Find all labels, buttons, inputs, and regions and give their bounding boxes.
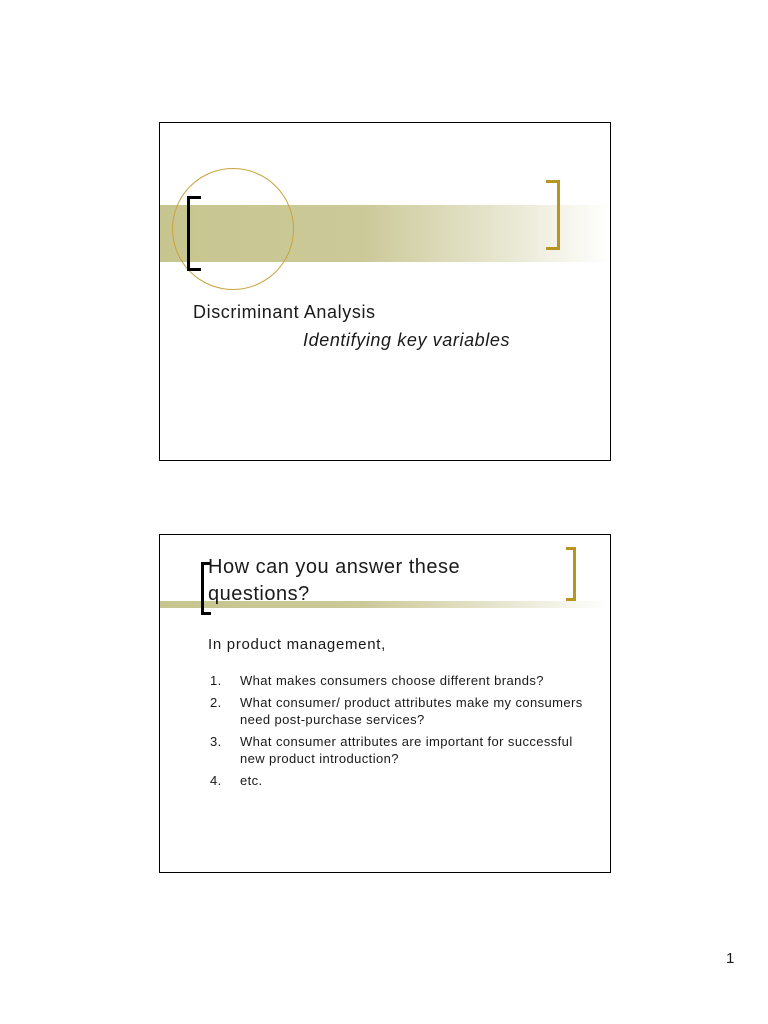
questions-slide — [159, 534, 611, 873]
slide-subtitle: Identifying key variables — [303, 330, 511, 350]
right-bracket-icon — [566, 547, 576, 601]
page-number: 1 — [726, 950, 735, 967]
list-number: 2. — [210, 695, 222, 710]
list-text: What makes consumers choose different brands? — [240, 673, 544, 688]
list-item — [210, 733, 590, 767]
list-item — [210, 772, 590, 789]
list-text: What consumer/ product attributes make my consumers need post-purchase services? — [240, 695, 583, 727]
intro-text: In product management, — [208, 636, 386, 653]
list-number: 3. — [210, 734, 222, 749]
list-item — [210, 672, 590, 689]
title-slide — [159, 122, 611, 461]
question-list — [210, 672, 590, 794]
list-number: 1. — [210, 673, 222, 688]
list-text: etc. — [240, 773, 263, 788]
right-bracket-icon — [546, 180, 560, 250]
slide-title: How can you answer these questions? — [208, 556, 461, 605]
list-item — [210, 694, 590, 728]
left-bracket-icon — [187, 196, 201, 271]
list-text: What consumer attributes are important for successful new product introduction? — [240, 734, 573, 766]
list-number: 4. — [210, 773, 222, 788]
slide-title: Discriminant Analysis — [193, 302, 376, 322]
